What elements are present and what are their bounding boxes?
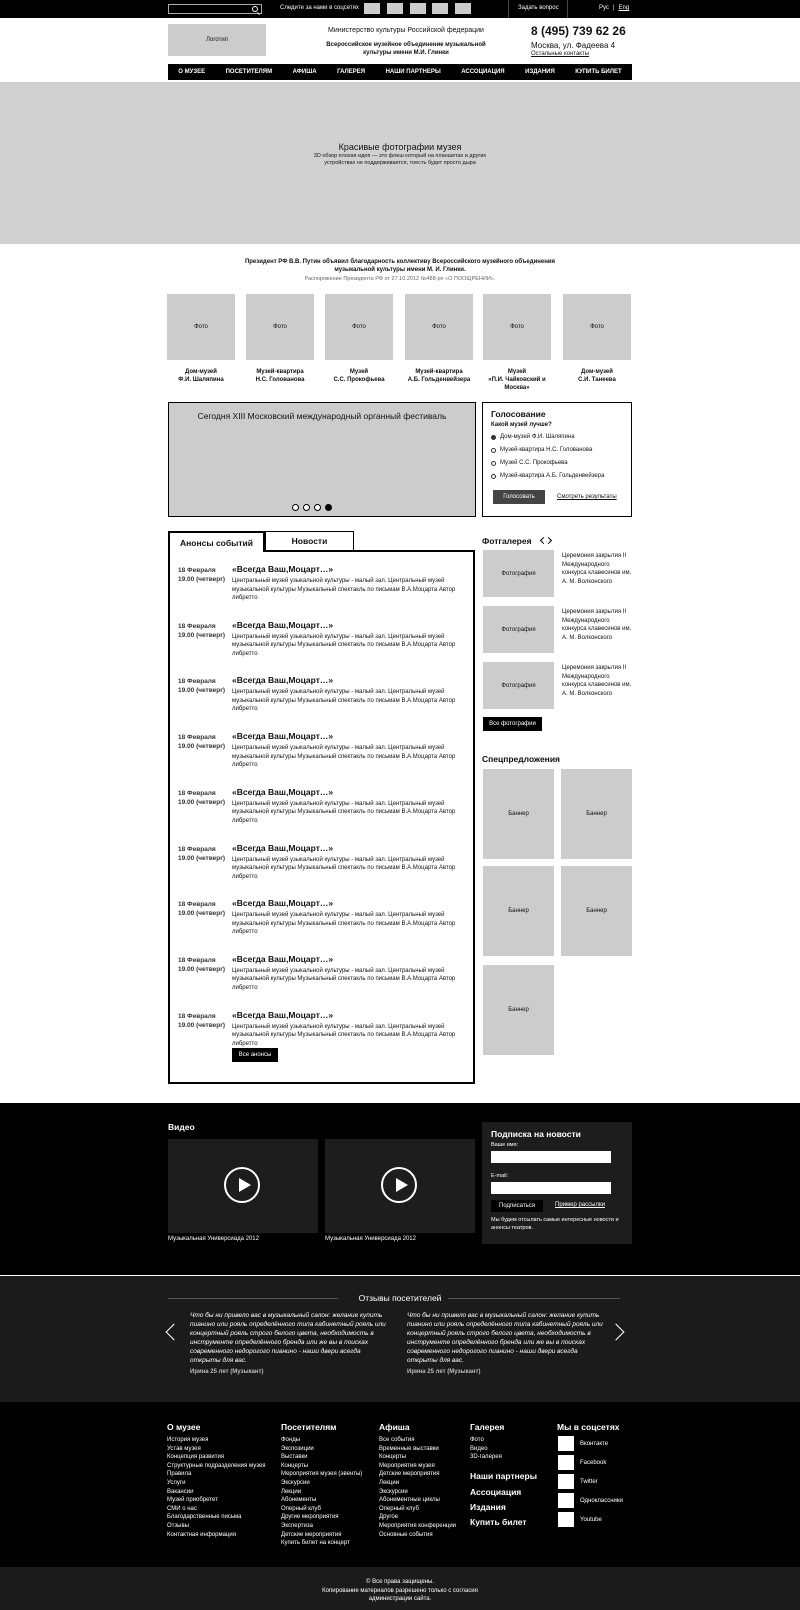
nav-partners[interactable]: НАШИ ПАРТНЕРЫ bbox=[385, 69, 441, 75]
event-day: 18 Февраля bbox=[178, 678, 216, 686]
event-title[interactable]: «Всегда Ваш,Моцарт…» bbox=[232, 953, 334, 964]
divider bbox=[448, 1298, 620, 1299]
org-name: Всероссийское музейное объединение музыкальной культуры имени М.И. Глинки bbox=[326, 42, 486, 56]
review-author: Ирина 25 лет (Музыкант) bbox=[407, 1369, 481, 1375]
gallery-photo[interactable]: Фотография bbox=[483, 550, 554, 597]
play-icon[interactable] bbox=[224, 1167, 260, 1203]
footer-link[interactable]: Оперный клуб bbox=[379, 1505, 419, 1512]
banner[interactable]: Баннер bbox=[483, 866, 554, 956]
gallery-photo[interactable]: Фотография bbox=[483, 662, 554, 709]
video-player[interactable] bbox=[325, 1139, 475, 1233]
event-text: Центральный музей узыкальной культуры - малый зал. Центральный музей музыкальной культуры Музыкальный спектакль по письмам В.А.Моцарта Автор либретто bbox=[232, 912, 456, 936]
slider-dot[interactable] bbox=[314, 504, 321, 511]
event-title[interactable]: «Всегда Ваш,Моцарт…» bbox=[232, 898, 334, 909]
footer-link[interactable]: Основные события bbox=[379, 1531, 433, 1538]
special-offers-title: Спецпредложения bbox=[482, 754, 561, 764]
footer-association-link[interactable]: Ассоциация bbox=[470, 1487, 522, 1497]
footer-link[interactable]: Экскурсии bbox=[281, 1479, 310, 1486]
nav-visitors[interactable]: ПОСЕТИТЕЛЯМ bbox=[225, 69, 273, 75]
slider-dot[interactable] bbox=[303, 504, 310, 511]
footer-link[interactable]: Лекции bbox=[379, 1479, 400, 1486]
top-bar bbox=[0, 0, 800, 18]
event-time: 19.00 (четверг) bbox=[178, 854, 226, 862]
twitter-icon[interactable] bbox=[558, 1474, 574, 1489]
nav-gallery[interactable]: ГАЛЕРЕЯ bbox=[337, 69, 366, 75]
museum-caption-line: С.И. Танеева bbox=[578, 377, 616, 383]
museum-caption[interactable] bbox=[240, 368, 320, 384]
ask-question-link[interactable]: Задать вопрос bbox=[518, 5, 559, 11]
subscribe-button[interactable]: Подписаться bbox=[491, 1200, 543, 1212]
gallery-photo[interactable]: Фотография bbox=[483, 606, 554, 653]
search-icon[interactable] bbox=[252, 6, 258, 12]
address: Москва, ул. Фадеева 4 bbox=[531, 41, 616, 50]
event-date bbox=[178, 956, 225, 974]
footer-gallery-title[interactable]: Галерея bbox=[470, 1422, 505, 1432]
play-icon[interactable] bbox=[381, 1167, 417, 1203]
vote-button[interactable]: Голосовать bbox=[493, 490, 545, 504]
banner[interactable]: Баннер bbox=[483, 769, 554, 859]
festival-slider[interactable] bbox=[168, 402, 476, 517]
subscribe-form bbox=[482, 1122, 632, 1244]
vote-option-label: Музей-квартира Н.С. Голованова bbox=[500, 447, 593, 453]
museum-caption-line: Дом-музей bbox=[185, 369, 217, 375]
vote-option-label: Музей-квартира А.Б. Гольденвейзера bbox=[500, 473, 605, 479]
museum-caption-line: Н.С. Голованова bbox=[255, 377, 305, 383]
tab-news[interactable]: Новости bbox=[265, 531, 354, 551]
event-date bbox=[178, 566, 225, 584]
museum-caption-line: Ф.И. Шаляпина bbox=[178, 377, 224, 383]
event-time: 19.00 (четверг) bbox=[178, 743, 226, 751]
reviews-section bbox=[0, 1276, 800, 1402]
footer-link[interactable]: Купить билет на концерт bbox=[281, 1540, 350, 1547]
event-day: 18 Февраля bbox=[178, 845, 216, 853]
banner[interactable]: Баннер bbox=[561, 866, 632, 956]
footer-link[interactable]: Фонды bbox=[281, 1437, 301, 1443]
museum-caption-line: Музей bbox=[349, 369, 369, 375]
footer-link[interactable]: Другое bbox=[379, 1514, 399, 1521]
event-text: Центральный музей узыкальной культуры - малый зал. Центральный музей музыкальной культуры Музыкальный спектакль по письмам В.А.Моцарта Автор либретто bbox=[232, 689, 456, 713]
nav-buy-ticket[interactable]: КУПИТЬ БИЛЕТ bbox=[575, 69, 622, 75]
social-icon-2[interactable] bbox=[387, 3, 403, 14]
video-caption[interactable]: Музыкальная Универсиада 2012 bbox=[325, 1236, 416, 1242]
museum-caption[interactable] bbox=[557, 368, 637, 384]
footer-link[interactable]: СМИ о нас bbox=[167, 1505, 197, 1512]
vote-option[interactable] bbox=[491, 473, 604, 479]
footer-link[interactable]: Вакансии bbox=[167, 1488, 194, 1495]
subscribe-note: Мы будем отсылать самые интересные новости и анонсы театров. bbox=[491, 1217, 619, 1231]
event-text: Центральный музей узыкальной культуры - малый зал. Центральный музей музыкальной культуры Музыкальный спектакль по письмам В.А.Моцарта Автор либретто bbox=[232, 578, 456, 601]
slider-dot[interactable] bbox=[292, 504, 299, 511]
main-nav bbox=[168, 64, 632, 80]
social-icon-4[interactable] bbox=[432, 3, 448, 14]
footer-link[interactable]: Экскурсии bbox=[379, 1488, 408, 1495]
footer-about-title[interactable]: О музее bbox=[167, 1422, 201, 1432]
footer-link[interactable]: Музей приобретет bbox=[167, 1497, 218, 1504]
event-date bbox=[178, 622, 225, 640]
event-date bbox=[178, 1012, 225, 1030]
museum-photo[interactable]: Фото bbox=[167, 294, 235, 360]
event-time: 19.00 (четверг) bbox=[178, 576, 226, 583]
copyright bbox=[0, 1567, 800, 1610]
museum-caption[interactable] bbox=[161, 368, 241, 384]
event-title[interactable]: «Всегда Ваш,Моцарт…» bbox=[232, 675, 334, 686]
event-date bbox=[178, 845, 225, 863]
footer-link[interactable]: Лекции bbox=[281, 1488, 302, 1495]
nav-association[interactable]: АССОЦИАЦИЯ bbox=[461, 69, 505, 75]
chevron-left-icon[interactable] bbox=[166, 1324, 183, 1341]
event-title[interactable]: «Всегда Ваш,Моцарт…» bbox=[232, 564, 334, 574]
event-day: 18 Февраля bbox=[178, 567, 216, 574]
review-author: Ирина 25 лет (Музыкант) bbox=[190, 1369, 264, 1375]
divider bbox=[567, 0, 568, 18]
event-time: 19.00 (четверг) bbox=[178, 1021, 226, 1029]
banner[interactable]: Баннер bbox=[483, 965, 554, 1055]
museum-caption-line: Дом-музей bbox=[581, 369, 613, 375]
footer-about-list bbox=[167, 1436, 265, 1539]
footer-link[interactable]: 3D-галерея bbox=[470, 1454, 502, 1461]
museum-photo[interactable]: Фото bbox=[246, 294, 314, 360]
copyright-line: администрации сайта. bbox=[368, 1596, 432, 1602]
museum-caption-line: С.С. Прокофьева bbox=[333, 377, 385, 383]
footer-link[interactable]: Выставки bbox=[281, 1454, 308, 1461]
email-field[interactable] bbox=[491, 1182, 611, 1194]
name-field[interactable] bbox=[491, 1151, 611, 1163]
event-day: 18 Февраля bbox=[178, 789, 216, 797]
footer-link[interactable]: Услуги bbox=[167, 1479, 186, 1486]
name-label: Ваше имя: bbox=[491, 1142, 519, 1148]
museum-caption-line: Музей-квартира bbox=[415, 369, 463, 375]
odnoklassniki-icon[interactable] bbox=[558, 1493, 574, 1508]
lang-en[interactable]: Eng bbox=[618, 5, 630, 11]
vote-option[interactable] bbox=[491, 447, 592, 453]
review-text: Что бы ни привело вас в музыкальный салон: желание купить пианино или рояль определённого типа кабинетный рояль или концертный рояль строго белого цвета, необходимость в инструменте определённого бренда или же вы в поисках современного недорогого пианино - наши двери всегда открыты для вас. bbox=[407, 1312, 603, 1364]
email-label: E-mail: bbox=[491, 1173, 509, 1179]
event-day: 18 Февраля bbox=[178, 901, 216, 909]
festival-title: Сегодня XIII Московский международный органный фестиваль bbox=[197, 411, 447, 421]
radio[interactable] bbox=[491, 474, 496, 479]
gallery-caption[interactable]: Церемония закрытия II Международного конкурса клавесинов им. А. М. Волконского bbox=[562, 609, 632, 641]
phone: 8 (495) 739 62 26 bbox=[531, 24, 626, 38]
vote-widget bbox=[482, 402, 632, 517]
hero-text: 3D обзор плохая идея — это флеш который на планшетах и других устройствах не поддерживается, тоесть будет просто дыра bbox=[313, 153, 487, 166]
event-time: 19.00 (четверг) bbox=[178, 687, 226, 695]
nav-about[interactable]: О МУЗЕЕ bbox=[178, 69, 206, 75]
ministry-text: Министерство культуры Российской федерации bbox=[328, 27, 484, 34]
event-date bbox=[178, 900, 225, 918]
event-time: 19.00 (четверг) bbox=[178, 631, 226, 639]
event-day: 18 Февраля bbox=[178, 1012, 216, 1020]
vote-option-label: Музей С.С. Прокофьева bbox=[500, 460, 568, 466]
logo[interactable]: Логотип bbox=[168, 24, 266, 56]
museum-photo[interactable]: Фото bbox=[405, 294, 473, 360]
newsletter-example-link[interactable]: Пример рассылки bbox=[555, 1202, 605, 1208]
social-link-facebook[interactable]: Facebook bbox=[580, 1460, 607, 1466]
language-switch: Рус | Eng bbox=[599, 5, 630, 11]
president-note: Президент РФ В.В. Путин объявил благодарность коллективу Всероссийского музейного объединения музыкальной культуры имени М. И. Глинки. bbox=[244, 259, 556, 273]
subscribe-title: Подписка на новости bbox=[491, 1129, 581, 1139]
vote-question: Какой музей лучше? bbox=[491, 422, 552, 428]
footer-social-title: Мы в соцсетях bbox=[557, 1422, 620, 1432]
all-photos-button[interactable]: Все фотографии bbox=[483, 717, 542, 731]
copyright-line: Копирование материалов разрешено только с согласия bbox=[322, 1587, 478, 1594]
chevron-right-icon[interactable] bbox=[545, 537, 552, 544]
president-decree[interactable]: Распоряжение Президента РФ от 27.10.2012 №488-рп «О ПООЩРЕНИИ». bbox=[304, 276, 496, 282]
event-day: 18 Февраля bbox=[178, 622, 216, 630]
museum-caption[interactable] bbox=[399, 368, 479, 384]
review-text: Что бы ни привело вас в музыкальный салон: желание купить пианино или рояль определённого типа кабинетный рояль или концертный рояль строго белого цвета, необходимость в инструменте определённого бренда или же вы в поисках современного недорогого пианино - наши двери всегда открыты для вас. bbox=[190, 1312, 386, 1364]
event-text: Центральный музей узыкальной культуры - малый зал. Центральный музей музыкальной культуры Музыкальный спектакль по письмам В.А.Моцарта Автор либретто bbox=[232, 633, 456, 657]
contacts-link[interactable]: Остальные контакты bbox=[531, 51, 590, 57]
reviews-title: Отзывы посетителей bbox=[358, 1293, 442, 1303]
event-text: Центральный музей узыкальной культуры - малый зал. Центральный музей музыкальной культуры Музыкальный спектакль по письмам В.А.Моцарта Автор либретто bbox=[232, 856, 456, 880]
event-title[interactable]: «Всегда Ваш,Моцарт…» bbox=[232, 1009, 334, 1020]
radio[interactable] bbox=[491, 448, 496, 453]
footer-link[interactable]: Абонементные циклы bbox=[379, 1497, 440, 1504]
footer-publications-link[interactable]: Издания bbox=[470, 1502, 506, 1512]
footer-link[interactable]: Отзывы bbox=[167, 1522, 189, 1529]
footer-link[interactable]: Правила bbox=[167, 1471, 192, 1478]
vote-option[interactable] bbox=[491, 434, 575, 440]
footer-afisha-list bbox=[379, 1436, 456, 1539]
vote-option-label: Дом-музей Ф.И. Шаляпина bbox=[500, 434, 575, 440]
footer-link[interactable]: Детские мероприятия bbox=[379, 1471, 440, 1478]
museum-caption-line: Музей-квартира bbox=[256, 369, 304, 375]
hero-title: Красивые фотографии музея bbox=[338, 142, 462, 152]
youtube-icon[interactable] bbox=[558, 1512, 574, 1527]
vote-title: Голосование bbox=[491, 409, 546, 419]
footer bbox=[0, 1402, 800, 1567]
events-panel bbox=[168, 550, 475, 1084]
footer-link[interactable]: Видео bbox=[470, 1445, 488, 1452]
all-announcements-button[interactable]: Все анонсы bbox=[232, 1048, 278, 1062]
event-text: Центральный музей узыкальной культуры - малый зал. Центральный музей музыкальной культуры Музыкальный спектакль по письмам В.А.Моцарта Автор либретто bbox=[232, 967, 456, 991]
event-title[interactable]: «Всегда Ваш,Моцарт…» bbox=[232, 619, 334, 630]
footer-link[interactable]: Мероприятия музея (эвенты) bbox=[281, 1471, 363, 1478]
event-day: 18 Февраля bbox=[178, 956, 216, 964]
footer-partners-link[interactable]: Наши партнеры bbox=[470, 1471, 537, 1481]
museum-caption-line: «П.И. Чайковский и bbox=[488, 377, 546, 383]
search-input[interactable] bbox=[168, 4, 262, 14]
video-caption[interactable]: Музыкальная Универсиада 2012 bbox=[168, 1236, 259, 1242]
event-date bbox=[178, 677, 225, 695]
footer-afisha-title[interactable]: Афиша bbox=[379, 1422, 410, 1432]
footer-link[interactable]: Все события bbox=[379, 1437, 415, 1443]
video-title: Видео bbox=[168, 1122, 195, 1132]
museum-photo[interactable]: Фото bbox=[325, 294, 393, 360]
social-icon-5[interactable] bbox=[455, 3, 471, 14]
event-title[interactable]: «Всегда Ваш,Моцарт…» bbox=[232, 731, 334, 742]
facebook-icon[interactable] bbox=[558, 1455, 574, 1470]
museum-photo[interactable]: Фото bbox=[483, 294, 551, 360]
footer-buy-ticket-link[interactable]: Купить билет bbox=[470, 1517, 527, 1527]
radio-selected[interactable] bbox=[491, 435, 496, 440]
footer-link[interactable]: Абонементы bbox=[281, 1497, 317, 1504]
footer-link[interactable]: Мероприятия конференции bbox=[379, 1522, 457, 1529]
nav-afisha[interactable]: АФИША bbox=[292, 69, 317, 75]
tab-announcements[interactable]: Анонсы событий bbox=[168, 531, 265, 552]
social-label: Следите за нами в соцсетях bbox=[280, 5, 359, 11]
footer-link[interactable]: Другие мероприятия bbox=[281, 1514, 339, 1521]
event-title[interactable]: «Всегда Ваш,Моцарт…» bbox=[232, 786, 334, 797]
copyright-line: © Все права защищены. bbox=[365, 1579, 434, 1585]
footer-visitors-list bbox=[281, 1436, 362, 1548]
footer-link[interactable]: Экспертиза bbox=[281, 1522, 313, 1529]
footer-visitors-title[interactable]: Посетителям bbox=[281, 1422, 337, 1432]
slider-dot-active[interactable] bbox=[325, 504, 332, 511]
footer-link[interactable]: Контактная информация bbox=[167, 1531, 236, 1538]
chevron-right-icon[interactable] bbox=[608, 1324, 625, 1341]
footer-link[interactable]: Концерты bbox=[379, 1454, 407, 1461]
footer-link[interactable]: Концепция развития bbox=[167, 1454, 225, 1461]
event-day: 18 Февраля bbox=[178, 734, 216, 742]
divider bbox=[508, 0, 509, 18]
event-text: Центральный музей узыкальной культуры - малый зал. Центральный музей музыкальной культуры Музыкальный спектакль по письмам В.А.Моцарта Автор либретто bbox=[232, 745, 456, 769]
footer-link[interactable]: Оперный клуб bbox=[281, 1505, 321, 1512]
footer-link[interactable]: История музея bbox=[167, 1437, 209, 1443]
footer-link[interactable]: Структурные подразделения музея bbox=[167, 1462, 266, 1469]
museum-caption[interactable] bbox=[319, 368, 399, 384]
gallery-caption[interactable]: Церемония закрытия II Международного конкурса клавесинов им. А. М. Волконского bbox=[562, 553, 632, 585]
radio[interactable] bbox=[491, 461, 496, 466]
footer-link[interactable]: Экспозиции bbox=[281, 1445, 314, 1452]
footer-link[interactable]: Благодарственные письма bbox=[167, 1514, 242, 1521]
museum-caption-line: Музей bbox=[507, 369, 527, 375]
vote-results-link[interactable]: Смотреть результаты bbox=[557, 494, 617, 500]
social-link-vk[interactable]: Вконтакте bbox=[580, 1441, 609, 1447]
social-icon-1[interactable] bbox=[364, 3, 380, 14]
event-date bbox=[178, 789, 225, 807]
museum-caption-line: Москва» bbox=[504, 385, 530, 391]
social-icon-3[interactable] bbox=[410, 3, 426, 14]
footer-link[interactable]: Временные выставки bbox=[379, 1445, 439, 1452]
event-time: 19.00 (четверг) bbox=[178, 798, 226, 806]
video-player[interactable] bbox=[168, 1139, 318, 1233]
gallery-caption[interactable]: Церемония закрытия II Международного конкурса клавесинов им. А. М. Волконского bbox=[562, 665, 632, 697]
social-link-youtube[interactable]: Youtube bbox=[580, 1517, 602, 1523]
vk-icon[interactable] bbox=[558, 1436, 574, 1451]
event-time: 19.00 (четверг) bbox=[178, 965, 226, 973]
lang-ru[interactable]: Рус bbox=[599, 5, 609, 11]
footer-link[interactable]: Фото bbox=[470, 1437, 484, 1443]
event-time: 19.00 (четверг) bbox=[178, 910, 226, 918]
social-link-odnoklassniki[interactable]: Одноклассники bbox=[580, 1498, 623, 1504]
footer-link[interactable]: Детские мероприятия bbox=[281, 1531, 342, 1538]
banner[interactable]: Баннер bbox=[561, 769, 632, 859]
nav-publications[interactable]: ИЗДАНИЯ bbox=[525, 69, 555, 75]
footer-link[interactable]: Устав музея bbox=[167, 1445, 201, 1452]
event-title[interactable]: «Всегда Ваш,Моцарт…» bbox=[232, 842, 334, 853]
footer-link[interactable]: Концерты bbox=[281, 1462, 309, 1469]
footer-link[interactable]: Мероприятия музея bbox=[379, 1462, 435, 1469]
vote-option[interactable] bbox=[491, 460, 568, 466]
footer-gallery-list bbox=[470, 1436, 502, 1462]
gallery-title: Фотгалерея bbox=[482, 536, 532, 546]
museum-photo[interactable]: Фото bbox=[563, 294, 631, 360]
social-link-twitter[interactable]: Twitter bbox=[580, 1479, 598, 1485]
event-text: Центральный музей узыкальной культуры - малый зал. Центральный музей музыкальной культуры Музыкальный спектакль по письмам В.А.Моцарта Автор либретто bbox=[232, 1023, 456, 1047]
museum-caption[interactable] bbox=[477, 368, 557, 392]
museum-caption-line: А.Б. Гольденвейзера bbox=[407, 377, 471, 383]
event-text: Центральный музей узыкальной культуры - малый зал. Центральный музей музыкальной культуры Музыкальный спектакль по письмам В.А.Моцарта Автор либретто bbox=[232, 800, 456, 824]
event-date bbox=[178, 733, 225, 751]
